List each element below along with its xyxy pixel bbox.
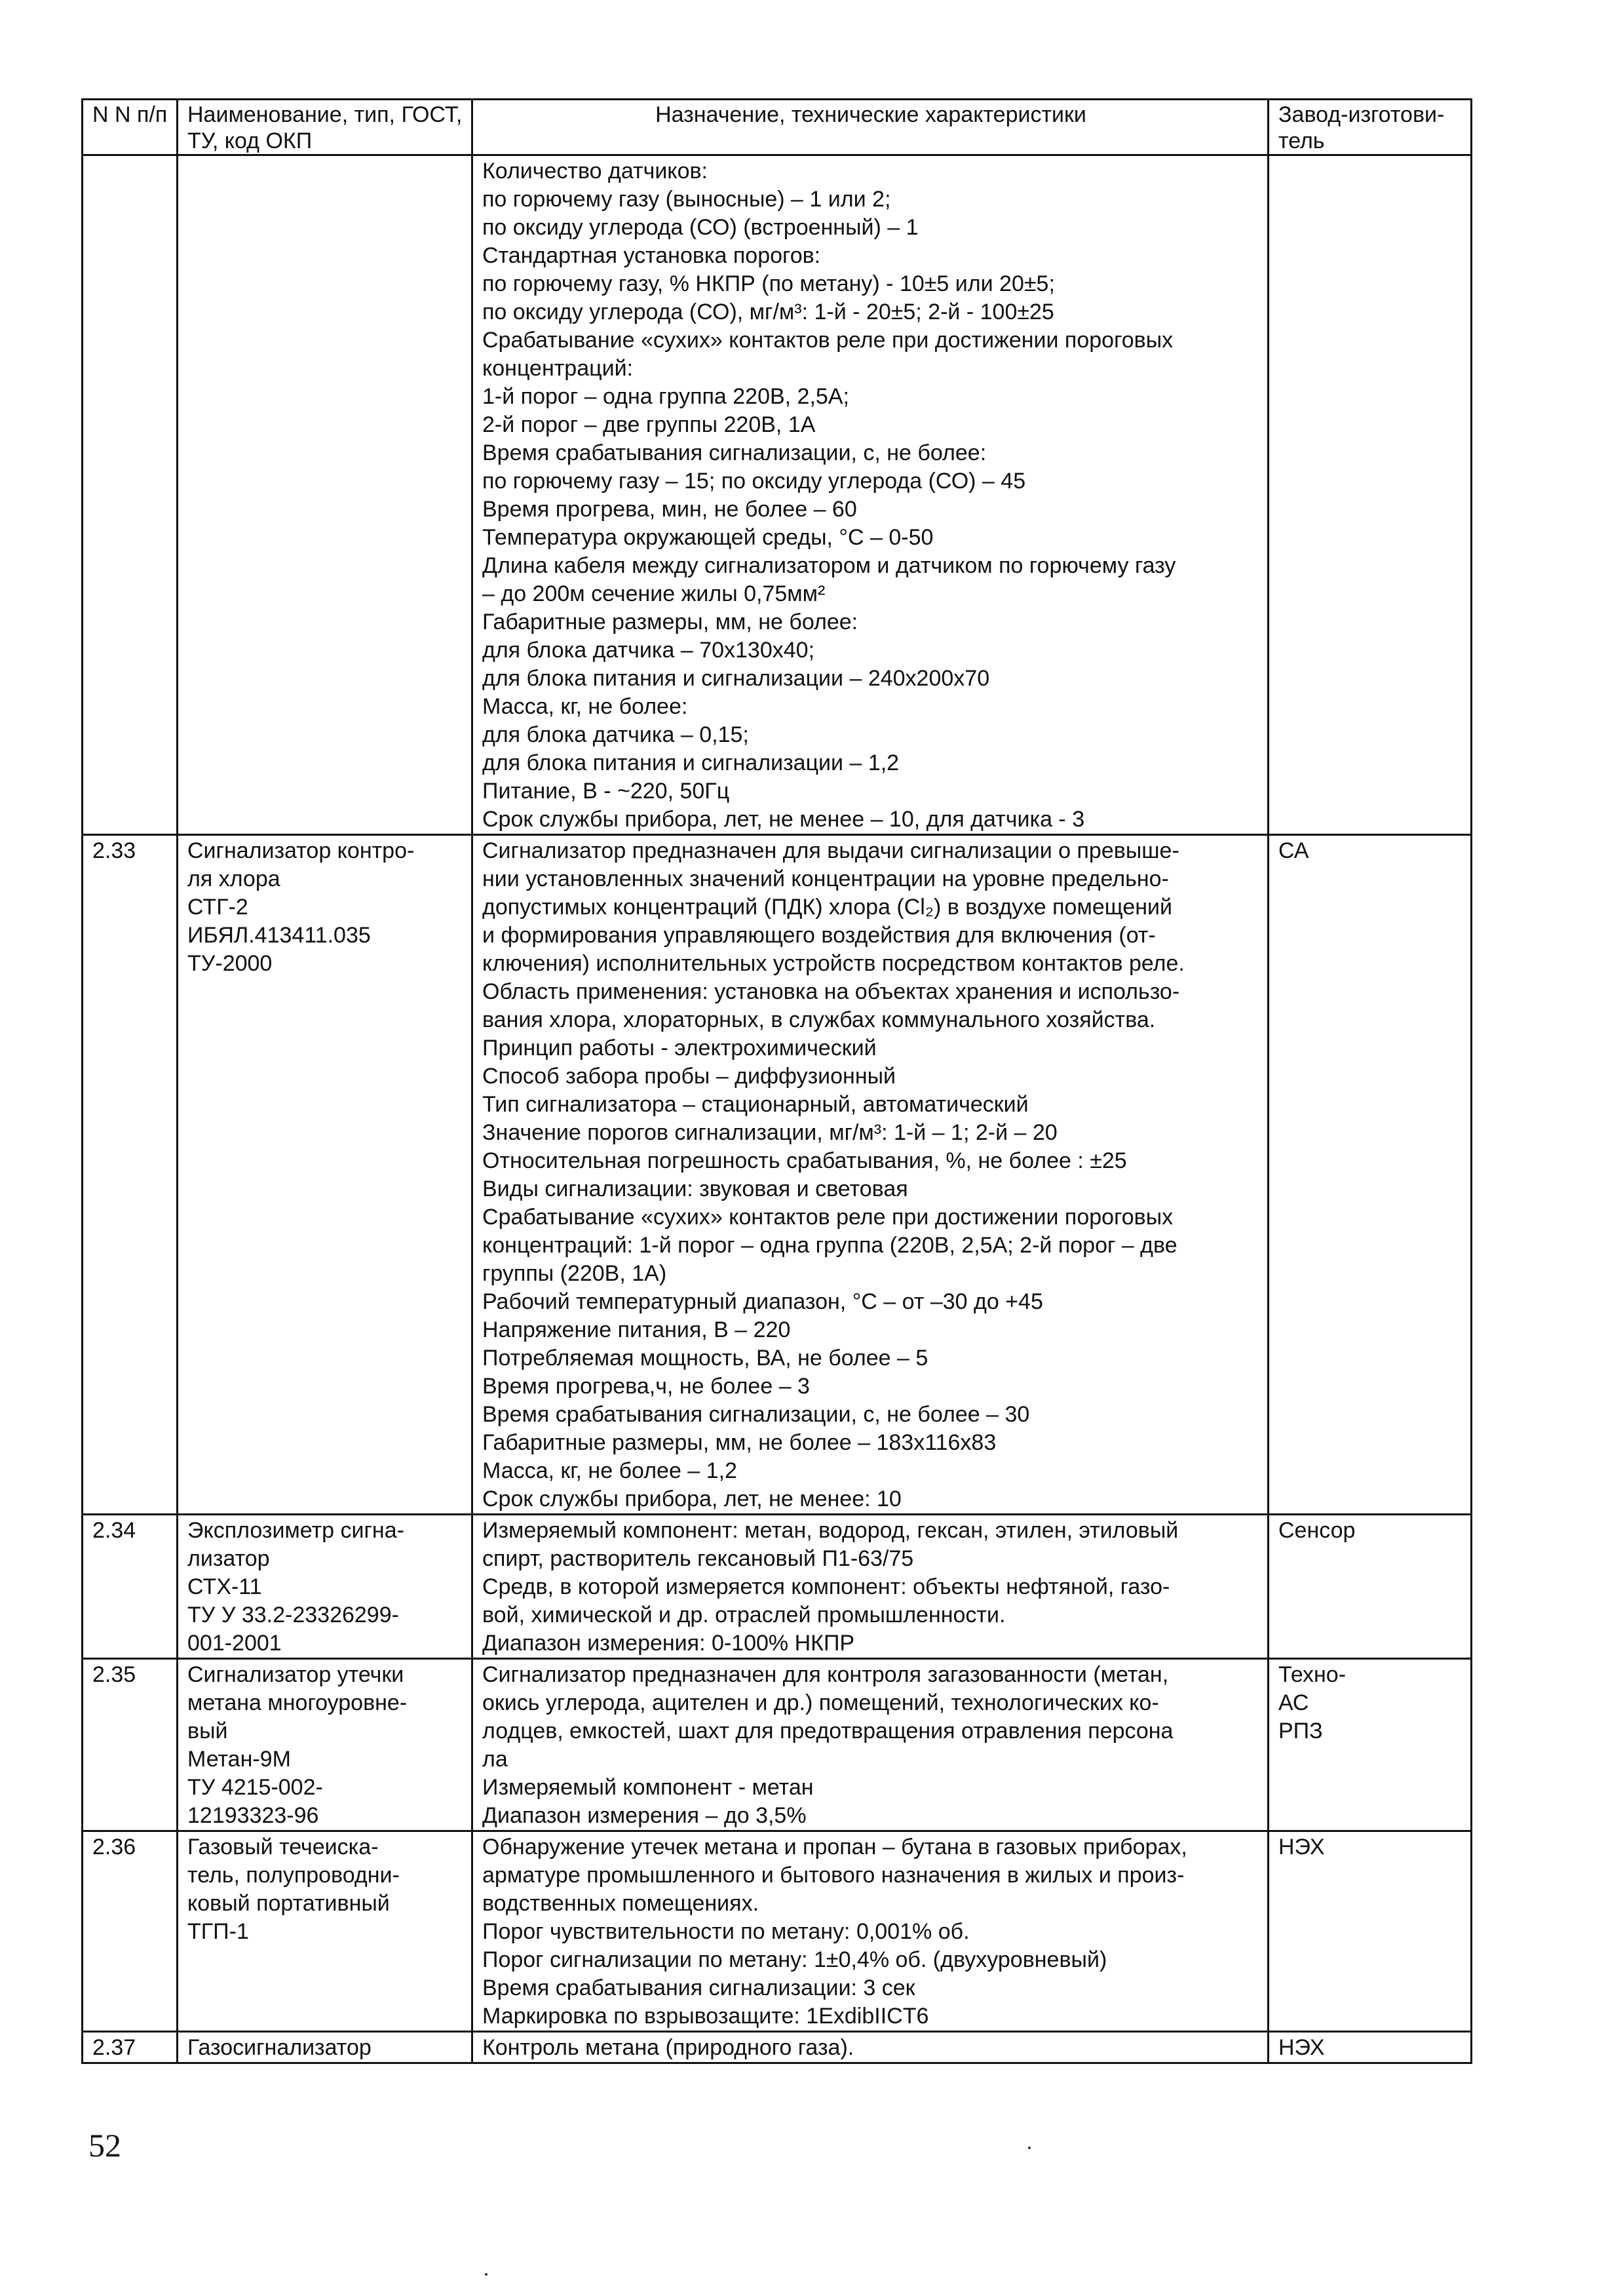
cell-purpose-line: Время срабатывания сигнализации, с, не более – 30 bbox=[482, 1402, 1030, 1427]
cell-purpose-line: Значение порогов сигнализации, мг/м³: 1-й – 1; 2-й – 20 bbox=[482, 1120, 1058, 1145]
cell-purpose-line: Измеряемый компонент: метан, водород, гексан, этилен, этиловый bbox=[482, 1518, 1179, 1543]
cell-purpose bbox=[472, 2032, 1269, 2063]
cell-purpose-line: лодцев, емкостей, шахт для предотвращения отравления персона bbox=[482, 1719, 1174, 1743]
cell-name-line: тель, полупроводни- bbox=[187, 1863, 400, 1888]
cell-purpose-line: нии установленных значений концентрации на уровне предельно- bbox=[482, 866, 1169, 891]
cell-manufacturer-line: НЭХ bbox=[1278, 1835, 1325, 1859]
cell-purpose-line: Диапазон измерения – до 3,5% bbox=[482, 1803, 807, 1828]
cell-purpose-line: 2-й порог – две группы 220В, 1А bbox=[482, 412, 816, 437]
page-number: 52 bbox=[88, 2127, 121, 2164]
cell-purpose-line: по горючему газу (выносные) – 1 или 2; bbox=[482, 187, 891, 212]
header-purpose: Назначение, технические характеристики bbox=[472, 100, 1269, 155]
cell-purpose-line: Область применения: установка на объектах хранения и использо- bbox=[482, 979, 1180, 1004]
cell-purpose-line: Сигнализатор предназначен для выдачи сигнализации о превыше- bbox=[482, 838, 1179, 863]
cell-name-line: вый bbox=[187, 1719, 228, 1743]
cell-purpose-line: Срок службы прибора, лет, не менее – 10, для датчика - 3 bbox=[482, 807, 1085, 832]
cell-purpose-line: для блока питания и сигнализации – 1,2 bbox=[482, 750, 900, 775]
cell-purpose bbox=[472, 1659, 1269, 1831]
cell-purpose-line: Диапазон измерения: 0-100% НКПР bbox=[482, 1631, 855, 1656]
cell-name-line: Метан-9М bbox=[187, 1747, 291, 1772]
cell-purpose-line: водственных помещениях. bbox=[482, 1891, 759, 1916]
cell-purpose bbox=[472, 1831, 1269, 2032]
cell-number: 2.34 bbox=[83, 1515, 178, 1659]
cell-purpose-line: Виды сигнализации: звуковая и световая bbox=[482, 1177, 908, 1201]
table-row bbox=[83, 2032, 1472, 2063]
cell-purpose-line: Габаритные размеры, мм, не более – 183х116х83 bbox=[482, 1430, 997, 1455]
table-row bbox=[83, 835, 1472, 1515]
header-number: N N п/п bbox=[83, 100, 178, 155]
cell-purpose-line: концентраций: bbox=[482, 356, 634, 381]
cell-name bbox=[178, 835, 472, 1515]
cell-name bbox=[178, 1659, 472, 1831]
cell-purpose-line: по горючему газу, % НКПР (по метану) - 10±5 или 20±5; bbox=[482, 271, 1055, 296]
cell-name-line: ля хлора bbox=[187, 866, 280, 891]
cell-purpose-line: Порог чувствительности по метану: 0,001% об. bbox=[482, 1919, 970, 1944]
cell-purpose-line: Напряжение питания, В – 220 bbox=[482, 1317, 791, 1342]
cell-purpose bbox=[472, 835, 1269, 1515]
cell-purpose-line: Порог сигнализации по метану: 1±0,4% об. (двухуровневый) bbox=[482, 1947, 1107, 1972]
cell-name-line: 001-2001 bbox=[187, 1631, 282, 1656]
cell-purpose-line: вания хлора, хлораторных, в службах коммунального хозяйства. bbox=[482, 1007, 1156, 1032]
cell-purpose-line: Температура окружающей среды, °С – 0-50 bbox=[482, 525, 934, 550]
cell-name-line: 12193323-96 bbox=[187, 1803, 319, 1828]
cell-name-line: Газосигнализатор bbox=[187, 2035, 372, 2060]
table-row bbox=[83, 1831, 1472, 2032]
cell-purpose-line: Способ забора пробы – диффузионный bbox=[482, 1064, 896, 1089]
table-body bbox=[83, 155, 1472, 2063]
equipment-spec-table bbox=[81, 98, 1472, 2064]
cell-name-line: СТГ-2 bbox=[187, 895, 248, 920]
cell-name bbox=[178, 1515, 472, 1659]
cell-purpose-line: 1-й порог – одна группа 220В, 2,5А; bbox=[482, 384, 849, 409]
cell-number bbox=[83, 155, 178, 835]
cell-manufacturer bbox=[1269, 835, 1472, 1515]
cell-purpose-line: Габаритные размеры, мм, не более: bbox=[482, 610, 858, 634]
scan-speck bbox=[485, 2273, 488, 2276]
cell-name bbox=[178, 2032, 472, 2063]
cell-name-line: ТГП-1 bbox=[187, 1919, 249, 1944]
cell-manufacturer-line: АС bbox=[1278, 1690, 1309, 1715]
cell-name-line: Сигнализатор утечки bbox=[187, 1662, 404, 1687]
cell-purpose-line: для блока датчика – 0,15; bbox=[482, 722, 749, 747]
cell-number: 2.35 bbox=[83, 1659, 178, 1831]
cell-manufacturer bbox=[1269, 155, 1472, 835]
table-row bbox=[83, 1659, 1472, 1831]
cell-purpose-line: Стандартная установка порогов: bbox=[482, 243, 821, 268]
cell-name-line: ТУ-2000 bbox=[187, 951, 273, 976]
cell-manufacturer-line: РПЗ bbox=[1278, 1719, 1323, 1743]
cell-purpose-line: Маркировка по взрывозащите: 1ExdibIICT6 bbox=[482, 2004, 929, 2029]
cell-name-line: ИБЯЛ.413411.035 bbox=[187, 923, 371, 948]
cell-purpose-line: по горючему газу – 15; по оксиду углерода (СО) – 45 bbox=[482, 469, 1026, 494]
cell-name-line: метана многоуровне- bbox=[187, 1690, 408, 1715]
cell-name-line: СТХ-11 bbox=[187, 1574, 262, 1599]
cell-purpose-line: Время срабатывания сигнализации: 3 сек bbox=[482, 1975, 915, 2000]
cell-number: 2.37 bbox=[83, 2032, 178, 2063]
table-row bbox=[83, 1515, 1472, 1659]
cell-purpose-line: для блока датчика – 70х130х40; bbox=[482, 638, 815, 663]
cell-purpose-line: арматуре промышленного и бытового назначения в жилых и произ- bbox=[482, 1863, 1185, 1888]
cell-purpose-line: для блока питания и сигнализации – 240х200х70 bbox=[482, 666, 990, 691]
cell-name-line: ковый портативный bbox=[187, 1891, 390, 1916]
cell-purpose-line: Срабатывание «сухих» контактов реле при достижении пороговых bbox=[482, 328, 1174, 353]
cell-manufacturer-line: СА bbox=[1278, 838, 1309, 863]
cell-manufacturer bbox=[1269, 1659, 1472, 1831]
cell-purpose-line: ла bbox=[482, 1747, 508, 1772]
scan-speck bbox=[1028, 2147, 1031, 2149]
cell-purpose-line: и формирования управляющего воздействия для включения (от- bbox=[482, 923, 1156, 948]
header-manufacturer: Завод-изготови-тель bbox=[1269, 100, 1472, 155]
cell-name-line: Сигнализатор контро- bbox=[187, 838, 415, 863]
cell-purpose-line: Обнаружение утечек метана и пропан – бутана в газовых приборах, bbox=[482, 1835, 1187, 1859]
cell-name-line: Эксплозиметр сигна- bbox=[187, 1518, 404, 1543]
cell-purpose-line: Масса, кг, не более – 1,2 bbox=[482, 1458, 737, 1483]
cell-purpose-line: Потребляемая мощность, ВА, не более – 5 bbox=[482, 1346, 928, 1371]
cell-purpose-line: спирт, растворитель гексановый П1-63/75 bbox=[482, 1546, 914, 1571]
cell-purpose-line: группы (220В, 1А) bbox=[482, 1261, 667, 1286]
cell-purpose-line: Сигнализатор предназначен для контроля загазованности (метан, bbox=[482, 1662, 1169, 1687]
cell-manufacturer bbox=[1269, 1515, 1472, 1659]
cell-purpose-line: вой, химической и др. отраслей промышленности. bbox=[482, 1603, 1006, 1627]
cell-purpose-line: Количество датчиков: bbox=[482, 159, 708, 184]
cell-manufacturer-line: Техно- bbox=[1278, 1662, 1347, 1687]
cell-name-line: ТУ У 33.2-23326299- bbox=[187, 1603, 399, 1627]
cell-name-line: Газовый течеиска- bbox=[187, 1835, 379, 1859]
cell-purpose-line: Измеряемый компонент - метан bbox=[482, 1775, 814, 1800]
cell-purpose bbox=[472, 1515, 1269, 1659]
cell-purpose-line: окись углерода, ацителен и др.) помещений, технологических ко- bbox=[482, 1690, 1159, 1715]
cell-purpose-line: концентраций: 1-й порог – одна группа (220В, 2,5А; 2-й порог – две bbox=[482, 1233, 1177, 1258]
cell-purpose-line: Относительная погрешность срабатывания, %, не более : ±25 bbox=[482, 1148, 1127, 1173]
cell-purpose-line: Срок службы прибора, лет, не менее: 10 bbox=[482, 1487, 902, 1511]
cell-manufacturer-line: Сенсор bbox=[1278, 1518, 1356, 1543]
cell-purpose-line: по оксиду углерода (СО), мг/м³: 1-й - 20±5; 2-й - 100±25 bbox=[482, 300, 1054, 324]
cell-purpose-line: допустимых концентраций (ПДК) хлора (Cl₂) в воздухе помещений bbox=[482, 895, 1173, 920]
cell-purpose-line: Время прогрева, мин, не более – 60 bbox=[482, 497, 857, 522]
cell-manufacturer bbox=[1269, 1831, 1472, 2032]
cell-purpose-line: Срабатывание «сухих» контактов реле при достижении пороговых bbox=[482, 1205, 1174, 1230]
cell-purpose-line: Масса, кг, не более: bbox=[482, 694, 688, 719]
cell-manufacturer-line: НЭХ bbox=[1278, 2035, 1325, 2060]
header-name: Наименование, тип, ГОСТ, ТУ, код ОКП bbox=[178, 100, 472, 155]
cell-purpose bbox=[472, 155, 1269, 835]
cell-manufacturer bbox=[1269, 2032, 1472, 2063]
cell-name bbox=[178, 1831, 472, 2032]
cell-name bbox=[178, 155, 472, 835]
cell-name-line: лизатор bbox=[187, 1546, 270, 1571]
cell-purpose-line: Принцип работы - электрохимический bbox=[482, 1036, 877, 1060]
cell-purpose-line: Рабочий температурный диапазон, °С – от –30 до +45 bbox=[482, 1289, 1043, 1314]
cell-name-line: ТУ 4215-002- bbox=[187, 1775, 323, 1800]
cell-number: 2.33 bbox=[83, 835, 178, 1515]
cell-purpose-line: Время срабатывания сигнализации, с, не более: bbox=[482, 440, 987, 465]
table-row bbox=[83, 155, 1472, 835]
cell-purpose-line: – до 200м сечение жилы 0,75мм² bbox=[482, 581, 826, 606]
cell-number: 2.36 bbox=[83, 1831, 178, 2032]
cell-purpose-line: по оксиду углерода (СО) (встроенный) – 1 bbox=[482, 215, 919, 240]
cell-purpose-line: Длина кабеля между сигнализатором и датчиком по горючему газу bbox=[482, 553, 1176, 578]
table-header-row bbox=[83, 100, 1472, 155]
cell-purpose-line: Тип сигнализатора – стационарный, автоматический bbox=[482, 1092, 1029, 1117]
cell-purpose-line: ключения) исполнительных устройств посредством контактов реле. bbox=[482, 951, 1185, 976]
cell-purpose-line: Контроль метана (природного газа). bbox=[482, 2035, 854, 2060]
cell-purpose-line: Средв, в которой измеряется компонент: объекты нефтяной, газо- bbox=[482, 1574, 1170, 1599]
cell-purpose-line: Время прогрева,ч, не более – 3 bbox=[482, 1374, 810, 1399]
cell-purpose-line: Питание, В - ~220, 50Гц bbox=[482, 779, 730, 804]
